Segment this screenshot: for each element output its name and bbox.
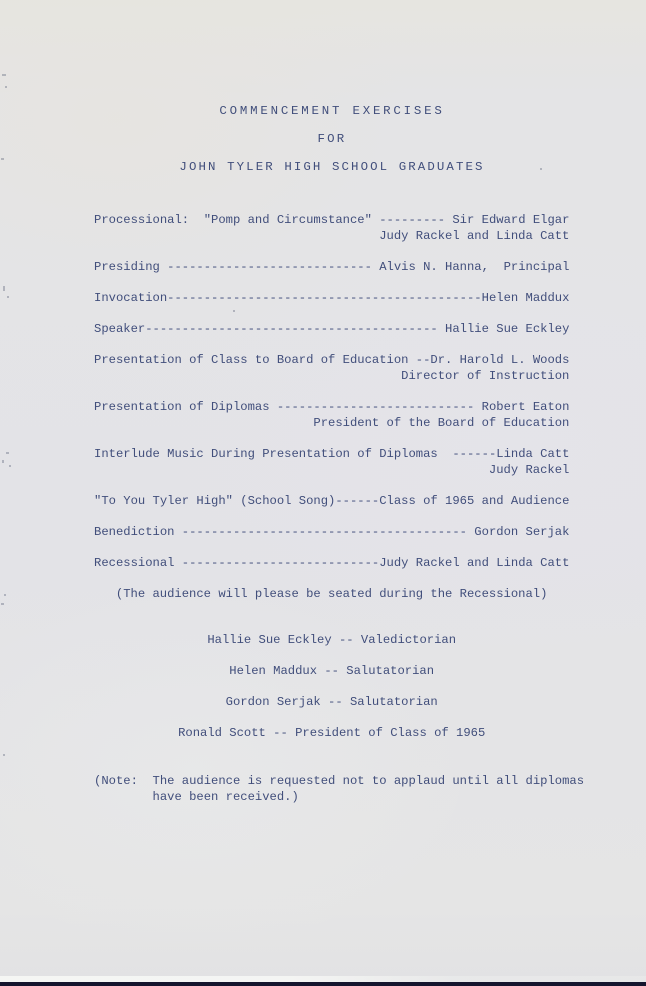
program-line: Processional: "Pomp and Circumstance" --------- Sir Edward Elgar <box>94 213 570 227</box>
program-line: (The audience will please be seated during the Recessional) <box>115 587 548 601</box>
scan-mark <box>6 452 9 454</box>
program-line-continuation: Judy Rackel <box>488 463 570 477</box>
program-line: Recessional ---------------------------Judy Rackel and Linda Catt <box>94 556 570 570</box>
program-order-of-events <box>94 212 646 602</box>
scan-mark <box>9 465 11 467</box>
scan-mark <box>1 158 4 160</box>
honor-salutatorian-2: Gordon Serjak -- Salutatorian <box>225 695 438 709</box>
program-line: Presentation of Diplomas --------------------------- Robert Eaton <box>94 400 570 414</box>
scan-mark <box>3 754 5 756</box>
program-line-continuation: Director of Instruction <box>401 369 570 383</box>
program-entry-audience-seated-note <box>94 586 646 602</box>
program-entry-invocation <box>94 290 646 306</box>
program-entry-benediction <box>94 524 646 540</box>
title-line-commencement: COMMENCEMENT EXERCISES <box>219 104 445 118</box>
scan-mark <box>3 286 5 291</box>
honor-salutatorian-1: Helen Maddux -- Salutatorian <box>229 664 435 678</box>
program-line: Invocation-------------------------------------------Helen Maddux <box>94 291 570 305</box>
program-entry-speaker <box>94 321 646 337</box>
title-line-school: JOHN TYLER HIGH SCHOOL GRADUATES <box>179 160 485 174</box>
scan-mark <box>7 296 9 298</box>
page-bottom-edge <box>0 982 646 986</box>
program-entry-presiding <box>94 259 646 275</box>
scan-mark <box>4 594 6 596</box>
program-title-block <box>94 0 570 175</box>
scan-mark <box>540 168 542 170</box>
scan-mark <box>5 86 7 88</box>
program-entry-recessional <box>94 555 646 571</box>
scan-mark <box>1 603 4 605</box>
program-entry-presentation-of-class <box>94 352 646 384</box>
applause-note-line-2: have been received.) <box>152 790 299 804</box>
applause-note-line-1: (Note: The audience is requested not to applaud until all diplomas <box>94 774 585 788</box>
program-line: Presiding ---------------------------- Alvis N. Hanna, Principal <box>94 260 570 274</box>
program-line: Speaker---------------------------------------- Hallie Sue Eckley <box>94 322 570 336</box>
program-line: Benediction --------------------------------------- Gordon Serjak <box>94 525 570 539</box>
program-content <box>94 0 646 805</box>
honors-list <box>94 632 646 741</box>
program-entry-interlude-music <box>94 446 646 478</box>
honor-valedictorian: Hallie Sue Eckley -- Valedictorian <box>207 633 457 647</box>
program-line: Presentation of Class to Board of Education --Dr. Harold L. Woods <box>94 353 570 367</box>
scan-mark <box>2 460 4 463</box>
title-line-for: FOR <box>317 132 347 146</box>
scan-mark <box>233 310 235 312</box>
program-entry-school-song <box>94 493 646 509</box>
program-entry-presentation-of-diplomas <box>94 399 646 431</box>
program-line-continuation: Judy Rackel and Linda Catt <box>379 229 570 243</box>
program-line: "To You Tyler High" (School Song)------Class of 1965 and Audience <box>94 494 570 508</box>
applause-note <box>94 773 646 805</box>
scan-mark <box>2 74 6 76</box>
program-entry-processional <box>94 212 646 244</box>
program-line-continuation: President of the Board of Education <box>313 416 570 430</box>
honor-class-president: Ronald Scott -- President of Class of 1965 <box>178 726 486 740</box>
program-line: Interlude Music During Presentation of Diplomas ------Linda Catt <box>94 447 570 461</box>
